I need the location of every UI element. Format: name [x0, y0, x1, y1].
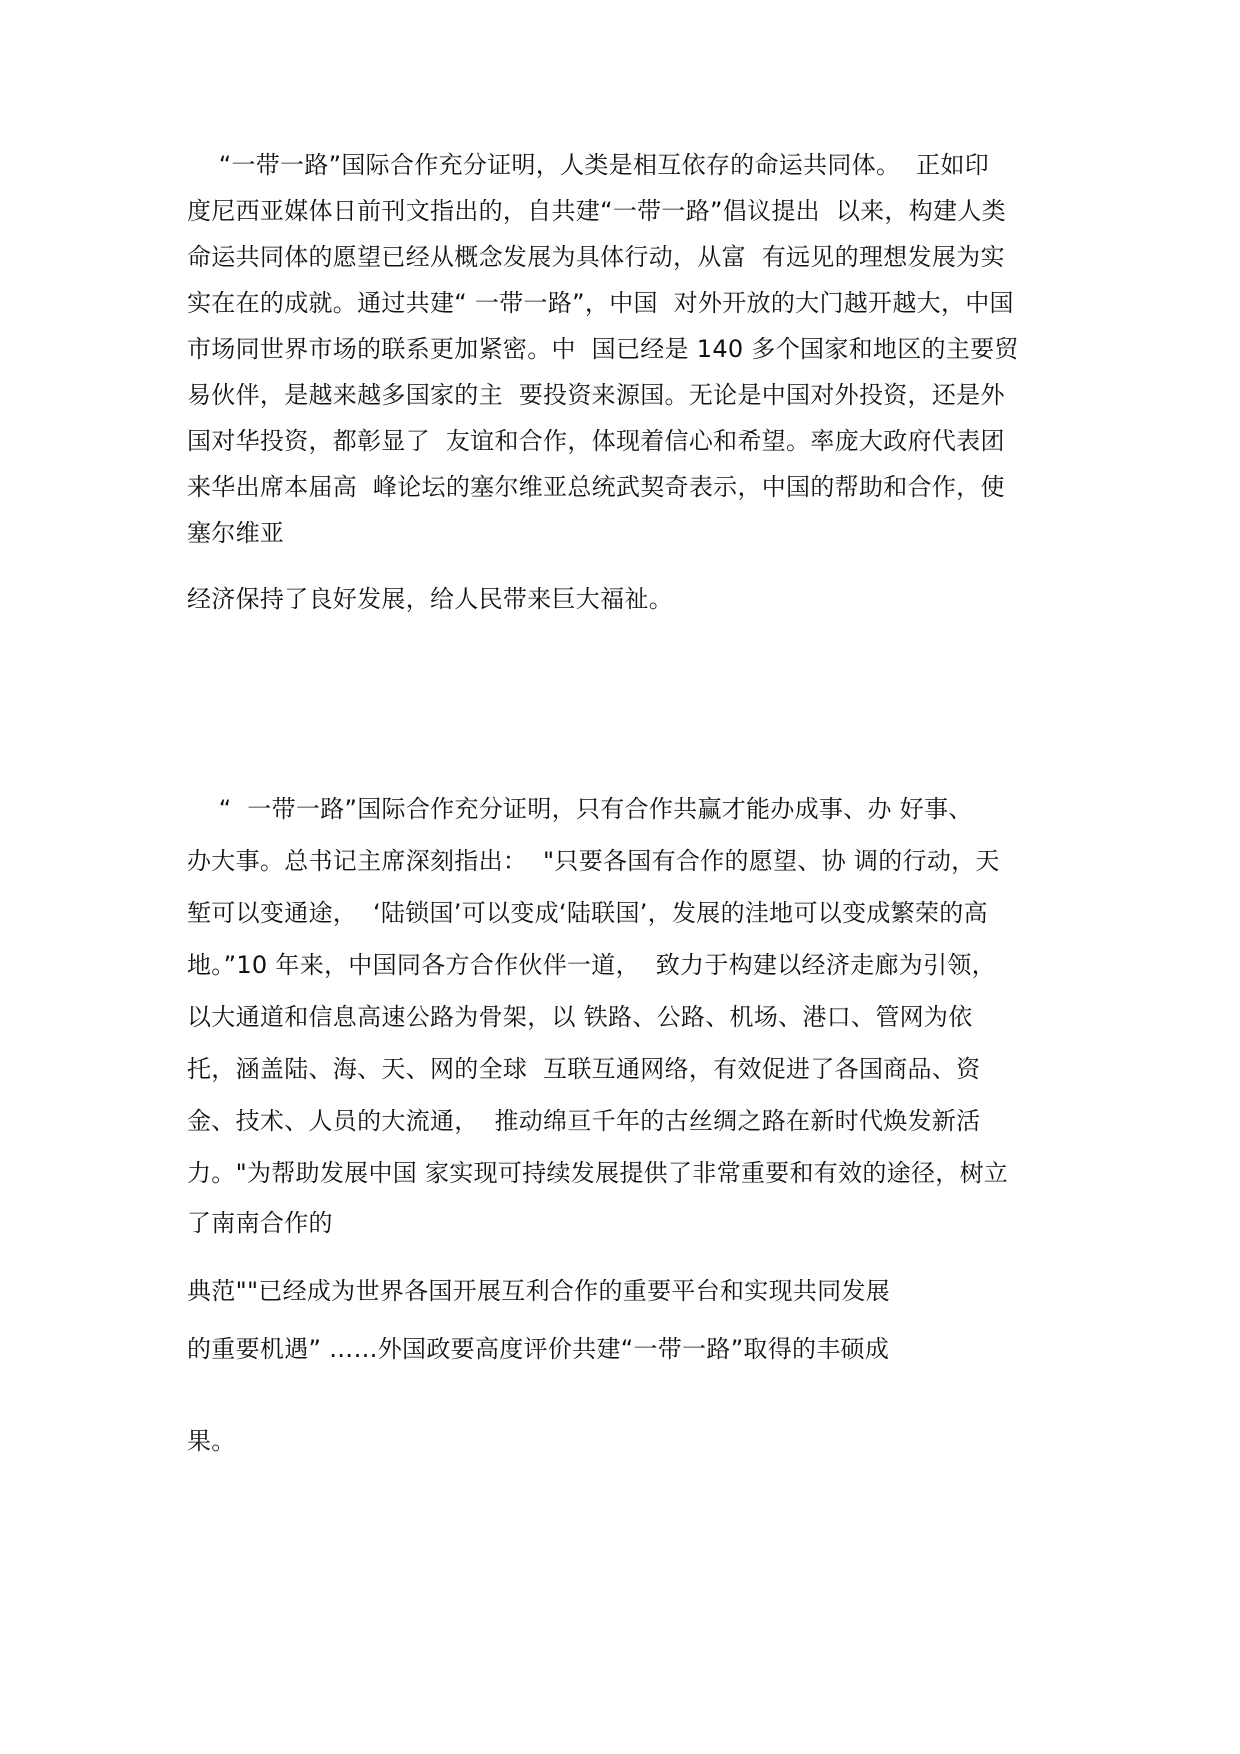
paragraph-2-line-2: 办大事。总书记主席深刻指出： "只要各国有合作的愿望、协 调的行动，天 [187, 847, 1000, 875]
paragraph-2-tail-line-1: 典范""已经成为世界各国开展互利合作的重要平台和实现共同发展 [187, 1277, 891, 1305]
paragraph-2-line-3: 堑可以变通途， ‘陆锁国’可以变成‘陆联国’，发展的洼地可以变成繁荣的高 [187, 899, 988, 927]
paragraph-2-line-4: 地。”10 年来，中国同各方合作伙伴一道， 致力于构建以经济走廊为引领， [187, 951, 996, 979]
paragraph-2-line-6: 托，涵盖陆、海、天、网的全球 互联互通网络，有效促进了各国商品、资 [187, 1055, 981, 1083]
paragraph-1-line-1: “一带一路”国际合作充分证明，人类是相互依存的命运共同体。 正如印 [187, 151, 990, 179]
paragraph-1-tail: 经济保持了良好发展，给人民带来巨大福祉。 [187, 585, 673, 613]
paragraph-2-line-7: 金、技术、人员的大流通， 推动绵亘千年的古丝绸之路在新时代焕发新活 [187, 1107, 981, 1135]
paragraph-2-line-9: 了南南合作的 [187, 1209, 333, 1237]
paragraph-2-line-5: 以大通道和信息高速公路为骨架，以 铁路、公路、机场、港口、管网为依 [187, 1003, 973, 1031]
paragraph-1-line-5: 市场同世界市场的联系更加紧密。中 国已经是 140 多个国家和地区的主要贸 [187, 335, 1019, 363]
paragraph-1-line-6: 易伙伴，是越来越多国家的主 要投资来源国。无论是中国对外投资，还是外 [187, 381, 1005, 409]
paragraph-1-line-7: 国对华投资，都彰显了 友谊和合作，体现着信心和希望。率庞大政府代表团 [187, 427, 1005, 455]
paragraph-2-tail-line-2: 的重要机遇” ……外国政要高度评价共建“一带一路”取得的丰硕成 [187, 1335, 890, 1363]
paragraph-1-line-8: 来华出席本届高 峰论坛的塞尔维亚总统武契奇表示，中国的帮助和合作，使 [187, 473, 1005, 501]
paragraph-1-line-9: 塞尔维亚 [187, 519, 285, 547]
paragraph-1-line-3: 命运共同体的愿望已经从概念发展为具体行动，从富 有远见的理想发展为实 [187, 243, 1005, 271]
paragraph-1-line-4: 实在在的成就。通过共建“ 一带一路”，中国 对外开放的大门越开越大，中国 [187, 289, 1014, 317]
paragraph-2-line-8: 力。"为帮助发展中国 家实现可持续发展提供了非常重要和有效的途径，树立 [187, 1159, 1009, 1187]
paragraph-2-final: 果。 [187, 1427, 236, 1455]
paragraph-2-line-1: “ 一带一路”国际合作充分证明，只有合作共赢才能办成事、办 好事、 [187, 795, 973, 823]
paragraph-1-line-2: 度尼西亚媒体日前刊文指出的，自共建“一带一路”倡议提出 以来，构建人类 [187, 197, 1006, 225]
